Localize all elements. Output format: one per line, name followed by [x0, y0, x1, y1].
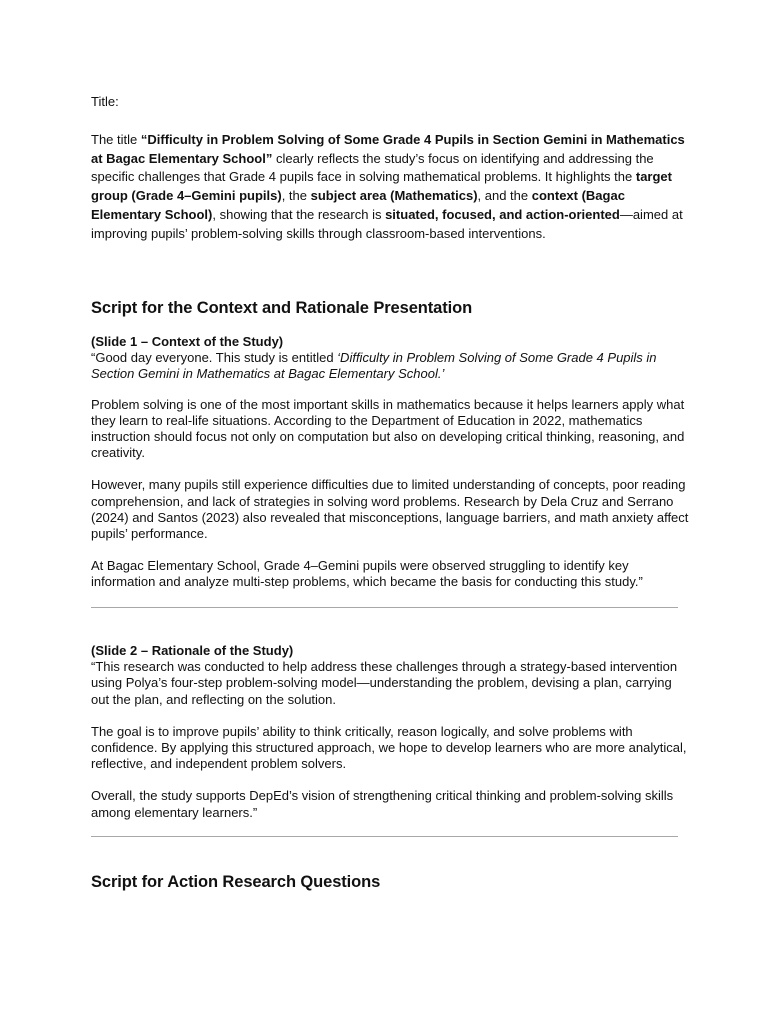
study-title-bold: “Difficulty in Problem Solving of Some Grade 4 Pupils in Section Gemini in Mathematics at Bagac Elementary School” [91, 132, 685, 166]
slide1-paragraph-2: However, many pupils still experience difficulties due to limited understanding of concepts, poor reading comprehension, and lack of strategies in solving word problems. Research by Dela Cruz and Serrano (2024) and Santos (2023) also revealed that misconceptions, language barriers, and math anxiety affect pupils’ performance. [91, 477, 689, 542]
slide1-intro-italic: ‘Difficulty in Problem Solving of Some Grade 4 Pupils in Section Gemini in Mathematics at Bagac Elementary School.’ [91, 350, 657, 382]
title-paragraph [91, 131, 691, 243]
slide1-paragraph-1: Problem solving is one of the most important skills in mathematics because it helps learners apply what they learn to real-life situations. According to the Department of Education in 2022, mathematics instruction should focus not only on computation but also on developing critical thinking, reasoning, and creativity. [91, 396, 685, 461]
text-run: clearly reflects the study’s focus on identifying and addressing the specific challenges that Grade 4 pupils face in solving mathematical problems. It highlights the [91, 150, 654, 185]
section-heading-questions: Script for Action Research Questions [91, 873, 381, 891]
slide1-section [91, 334, 691, 591]
divider [91, 607, 678, 608]
text-run: —aimed at improving pupils’ problem-solving skills through classroom-based interventions. [91, 206, 683, 241]
slide1-heading: (Slide 1 – Context of the Study) [91, 334, 284, 349]
context-bold: context (Bagac Elementary School) [91, 188, 625, 222]
text-run: , and the [477, 188, 532, 204]
slide1-intro: “Good day everyone. This study is entitled ‘Difficulty in Problem Solving of Some Grade 4 Pupils in Section Gemini in Mathematics at Bagac Elementary School.’ [91, 350, 657, 382]
slide2-paragraph-2: Overall, the study supports DepEd’s vision of strengthening critical thinking and problem-solving skills among elementary learners.” [91, 788, 674, 820]
subject-area-bold: subject area (Mathematics) [310, 188, 478, 204]
situated-bold: situated, focused, and action-oriented [385, 206, 620, 222]
slide2-paragraph-1: The goal is to improve pupils’ ability to think critically, reason logically, and solve problems with confidence. By applying this structured approach, we hope to develop learners who are more analytical, reflective, and independent problem solvers. [91, 723, 687, 772]
text-run: , showing that the research is [212, 206, 386, 222]
title-label: Title: [91, 94, 119, 109]
text-run: , the [281, 188, 311, 204]
text-run: The title [91, 132, 141, 147]
slide2-heading: (Slide 2 – Rationale of the Study) [91, 643, 294, 658]
target-group-bold: target group (Grade 4–Gemini pupils) [91, 169, 672, 204]
slide2-paragraph-0: “This research was conducted to help address these challenges through a strategy-based intervention using Polya’s four-step problem-solving model—understanding the problem, devising a plan, carrying out the plan, and reflecting on the solution. [91, 659, 678, 707]
slide1-paragraph-3: At Bagac Elementary School, Grade 4–Gemini pupils were observed struggling to identify key information and analyze multi-step problems, which became the basis for conducting this study.” [91, 558, 643, 590]
slide2-section [91, 643, 691, 821]
divider [91, 836, 678, 837]
section-heading-context: Script for the Context and Rationale Presentation [91, 299, 473, 317]
